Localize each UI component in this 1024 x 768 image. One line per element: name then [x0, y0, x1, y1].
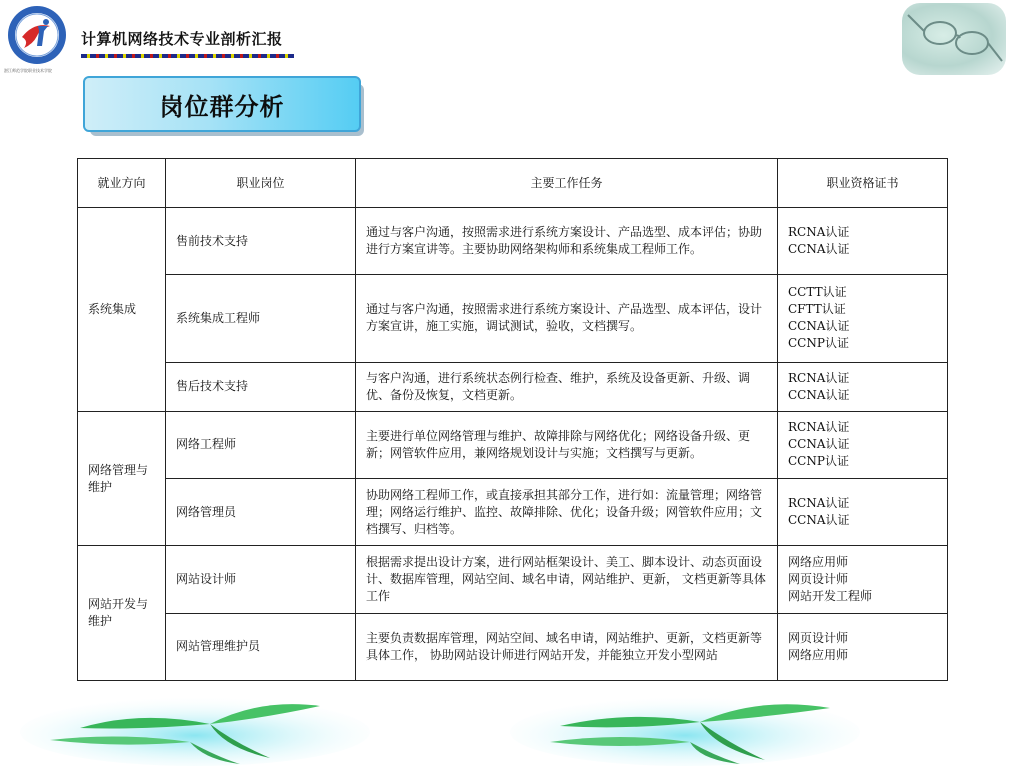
glasses-image [902, 3, 1006, 75]
logo-caption: 湛江师范学院职业技术学院 [4, 68, 52, 73]
certs-cell [778, 546, 948, 613]
cert-item: CCNA认证 [788, 513, 850, 528]
cert-item: CCNA认证 [788, 319, 850, 334]
position-cell: 网络工程师 [166, 411, 356, 478]
header-tasks: 主要工作任务 [356, 159, 778, 208]
cert-item: CCNA认证 [788, 387, 850, 402]
section-title: 岗位群分析 [159, 92, 285, 121]
table-header-row [78, 159, 948, 208]
table-row [78, 275, 948, 362]
school-logo [4, 4, 70, 66]
cert-item: 网站开发工程师 [788, 589, 873, 604]
cert-item: 网络应用师 [788, 647, 849, 662]
tasks-cell: 通过与客户沟通，按照需求进行系统方案设计、产品选型、成本评估；协助进行方案宣讲等。主要协助网络架构师和系统集成工程师工作。 [356, 208, 778, 275]
position-cell: 网站设计师 [166, 546, 356, 613]
bamboo-leaves-right-image [510, 688, 860, 766]
direction-cell: 网站开发与维护 [78, 546, 166, 681]
cert-item: CCNP认证 [788, 454, 849, 469]
certs-cell [778, 479, 948, 546]
cert-item: CCNA认证 [788, 437, 850, 452]
cert-item: RCNA认证 [788, 370, 850, 385]
position-cell: 售前技术支持 [166, 208, 356, 275]
tasks-cell: 通过与客户沟通，按照需求进行系统方案设计、产品选型、成本评估，设计方案宣讲，施工实施，调试测试，验收，文档撰写。 [356, 275, 778, 362]
header-certs: 职业资格证书 [778, 159, 948, 208]
position-cell: 网站管理维护员 [166, 613, 356, 680]
certs-cell [778, 362, 948, 411]
table-row [78, 546, 948, 613]
tasks-cell: 主要进行单位网络管理与维护、故障排除与网络优化；网络设备升级、更新；网管软件应用，兼网络规划设计与实施；文档撰写与更新。 [356, 411, 778, 478]
header-title: 计算机网络技术专业剖析汇报 [81, 30, 283, 48]
job-cluster-table [77, 158, 948, 681]
table-row [78, 411, 948, 478]
cert-item: RCNA认证 [788, 420, 850, 435]
cert-item: CCTT认证 [788, 285, 847, 300]
direction-cell: 网络管理与维护 [78, 411, 166, 546]
tasks-cell: 根据需求提出设计方案，进行网站框架设计、美工、脚本设计、动态页面设计、数据库管理，网站空间、域名申请，网站维护、更新， 文档更新等具体工作 [356, 546, 778, 613]
cert-item: 网络应用师 [788, 555, 849, 570]
certs-cell [778, 613, 948, 680]
tasks-cell: 主要负责数据库管理，网站空间、域名申请，网站维护、更新，文档更新等具体工作， 协助网站设计师进行网站开发，并能独立开发小型网站 [356, 613, 778, 680]
certs-cell [778, 208, 948, 275]
certs-cell [778, 275, 948, 362]
position-cell: 网络管理员 [166, 479, 356, 546]
header-position: 职业岗位 [166, 159, 356, 208]
section-title-box [83, 76, 361, 132]
tasks-cell: 协助网络工程师工作，或直接承担其部分工作，进行如：流量管理；网络管理；网络运行维护、监控、故障排除、优化；设备升级；网管软件应用；文档撰写、归档等。 [356, 479, 778, 546]
bamboo-leaves-left-image [20, 688, 370, 766]
cert-item: CCNP认证 [788, 336, 849, 351]
cert-item: RCNA认证 [788, 225, 850, 240]
table-row [78, 362, 948, 411]
table-row [78, 613, 948, 680]
direction-cell: 系统集成 [78, 208, 166, 412]
tasks-cell: 与客户沟通，进行系统状态例行检查、维护，系统及设备更新、升级、调优、备份及恢复，文档更新。 [356, 362, 778, 411]
table-row [78, 208, 948, 275]
cert-item: RCNA认证 [788, 496, 850, 511]
header-decorative-rule [81, 54, 294, 58]
table-row [78, 479, 948, 546]
cert-item: 网页设计师 [788, 630, 849, 645]
cert-item: CCNA认证 [788, 242, 850, 257]
cert-item: 网页设计师 [788, 572, 849, 587]
certs-cell [778, 411, 948, 478]
cert-item: CFTT认证 [788, 302, 846, 317]
position-cell: 系统集成工程师 [166, 275, 356, 362]
header-direction: 就业方向 [78, 159, 166, 208]
position-cell: 售后技术支持 [166, 362, 356, 411]
